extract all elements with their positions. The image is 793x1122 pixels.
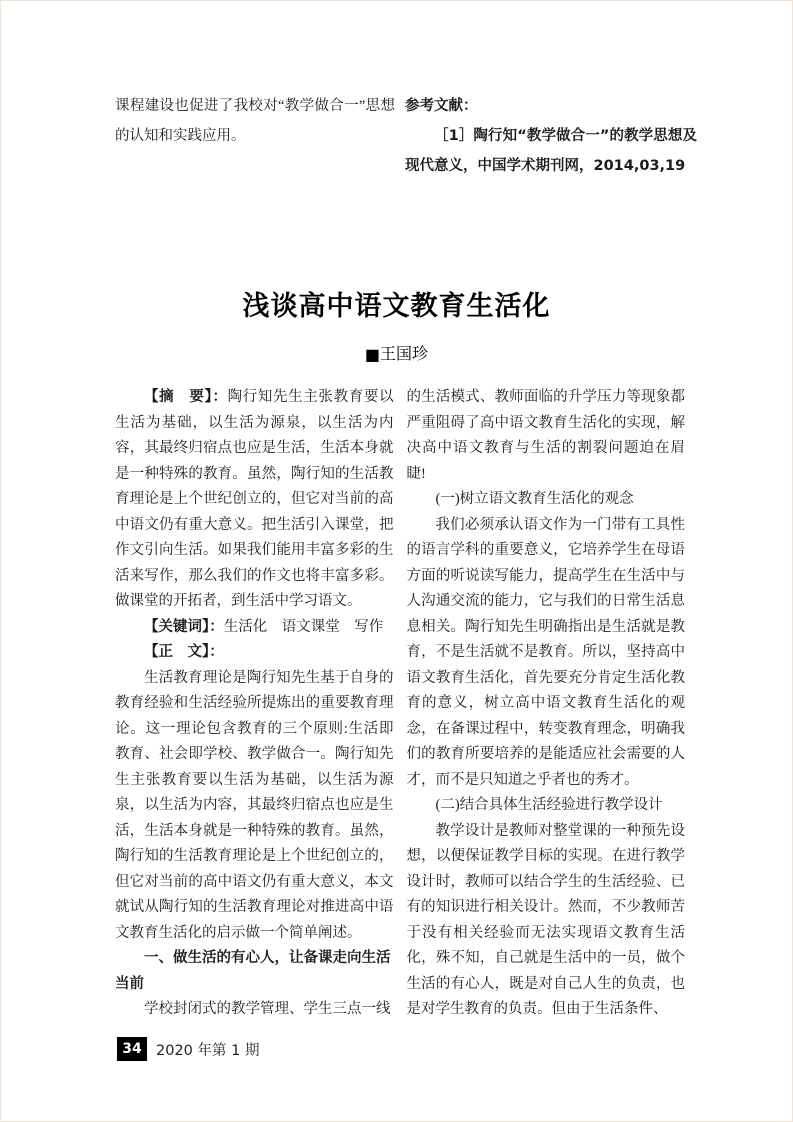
references-block <box>405 91 697 181</box>
keywords-paragraph <box>115 615 394 641</box>
left-column <box>115 385 394 1023</box>
author-name: 王国珍 <box>380 344 429 363</box>
page-number-badge: 34 <box>117 1037 147 1061</box>
abstract-paragraph <box>115 385 394 615</box>
subsection-heading-1: (一)树立语文教育生活化的观念 <box>435 491 634 507</box>
body-label: 【正 文】： <box>144 644 224 660</box>
body-paragraph-3: 的生活模式、教师面临的升学压力等现象都严重阻碍了高中语文教育生活化的实现，解决高中语文教育与生活的割裂问题迫在眉睫! <box>406 389 685 482</box>
section-heading-line-2: 当前 <box>115 975 144 992</box>
page-footer <box>117 1037 259 1061</box>
article-title: 浅谈高中语文教育生活化 <box>242 291 551 322</box>
body-paragraph-1: 生活教育理论是陶行知先生基于自身的教育经验和生活经验所提炼出的重要教育理论。这一理论包含教育的三个原则:生活即教育、社会即学校、教学做合一。陶行知先生主张教育要以生活为基础，以生活为源泉，以生活为内容，其最终归宿点也应是生活，生活本身就是一种特殊的教育。虽然，陶行知的生活教育理论是上个世纪创立的，但它对当前的高中语文仍有重大意义，本文就试从陶行知的生活教育理论对推进高中语文教育生活化的启示做一个简单阐述。 <box>115 669 394 941</box>
keywords-label: 【关键词】： <box>144 618 224 635</box>
keywords-text: 生活化 语文课堂 写作 <box>223 618 384 635</box>
reference-item: ［1］陶行知“教学做合一”的教学思想及现代意义，中国学术期刊网，2014,03,19 <box>405 128 697 174</box>
body-paragraph-5: 教学设计是教师对整堂课的一种预先设想，以便保证教学目标的实现。在进行教学设计时，教师可以结合学生的生活经验、已有的知识进行相关设计。然而，不少教师苦于没有相关经验而无法实现语文教育生活化，殊不知，自己就是生活中的一员，做个生活的有心人，既是对自己人生的负责，也是对学生教育的负责。但由于生活条件、 <box>406 822 685 1017</box>
body-paragraph-4: 我们必须承认语文作为一门带有工具性的语言学科的重要意义，它培养学生在母语方面的听说读写能力，提高学生在生活中与人沟通交流的能力，它与我们的日常生活息息相关。陶行知先生明确指出是生活就是教育，不是生活就不是教育。所以，坚持高中语文教育生活化，首先要充分肯定生活化教育的意义，树立高中语文教育生活化的观念，在备课过程中，转变教育理念，明确我们的教育所要培养的是能适应社会需要的人才，而不是只知道之乎者也的秀才。 <box>406 516 685 788</box>
section-heading-line-1: 一、做生活的有心人，让备课走向生活 <box>144 950 391 966</box>
section-heading-1 <box>115 946 394 997</box>
issue-label: 2020 年第 1 期 <box>156 1042 260 1059</box>
article-body <box>115 385 685 1023</box>
author-square-icon: ■ <box>364 345 381 364</box>
continuation-paragraph: 课程建设也促进了我校对“教学做合一”思想的认知和实践应用。 <box>115 98 395 144</box>
right-column <box>407 385 686 1023</box>
subsection-heading-2: (二)结合具体生活经验进行教学设计 <box>435 797 663 813</box>
abstract-label: 【摘 要】： <box>144 389 228 405</box>
article-author <box>1 341 792 364</box>
references-heading: 参考文献： <box>405 98 478 114</box>
abstract-text: 陶行知先生主张教育要以生活为基础，以生活为源泉，以生活为内容，其最终归宿点也应是生活，生活本身就是一种特殊的教育。虽然，陶行知的生活教育理论是上个世纪创立的，但它对当前的高中语文仍有重大意义。把生活引入课堂，把作文引向生活。如果我们能用丰富多彩的生活来写作，那么我们的作文也将丰富多彩。做课堂的开拓者，到生活中学习语文。 <box>115 389 394 609</box>
body-paragraph-2: 学校封闭式的教学管理、学生三点一线 <box>144 1001 391 1017</box>
